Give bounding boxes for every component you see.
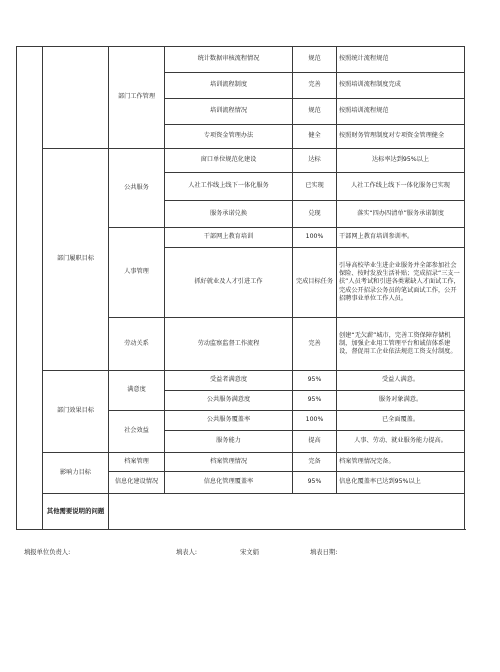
indicator-cell: 人社工作线上线下一体化服务 xyxy=(165,173,293,201)
indicator-cell: 抓好就业及人才引进工作 xyxy=(165,248,293,318)
category-cell: 部门履职目标 xyxy=(43,149,109,371)
group-cell: 档案管理 xyxy=(109,453,165,472)
standard-cell: 95% xyxy=(293,371,337,391)
first-column-cell xyxy=(17,47,43,530)
standard-cell: 完善 xyxy=(293,73,337,99)
standard-cell: 95% xyxy=(293,472,337,494)
category-cell xyxy=(43,47,109,149)
signature-footer xyxy=(24,547,444,559)
group-cell: 社会效益 xyxy=(109,411,165,453)
result-cell: 引导高校毕业生进企业服务并全部参加社会保险、按时发放生活补贴；完成招录“三支一扶”人员考试和引进各类紧缺人才面试工作，完成公开招录公务员的笔试面试工作，公开招聘事业单位工作人员。 xyxy=(337,248,465,318)
group-cell: 信息化建设情况 xyxy=(109,472,165,494)
result-cell: 按照财务管理制度对专项资金管理健全 xyxy=(337,125,465,149)
result-cell: 信息化覆盖率已达到95%以上 xyxy=(337,472,465,494)
result-cell: 服务对象满意。 xyxy=(337,391,465,411)
result-cell: 创建“无欠薪”城市，完善工资保障存储机制，加强企业用工管理平台和诚信体系建设，督促用工企业依法规范工资支付制度。 xyxy=(337,318,465,371)
indicator-cell: 专项资金管理办法 xyxy=(165,125,293,149)
standard-cell: 100% xyxy=(293,411,337,431)
category-cell: 部门效果目标 xyxy=(43,371,109,453)
standard-cell: 95% xyxy=(293,391,337,411)
fill-date-label: 填表日期: xyxy=(310,549,338,556)
indicator-cell: 受益者满意度 xyxy=(165,371,293,391)
result-cell: 按照培训流程制度完成 xyxy=(337,73,465,99)
indicator-cell: 服务能力 xyxy=(165,431,293,453)
filler-label: 填表人: xyxy=(176,549,198,556)
result-cell: 档案管理情况完备。 xyxy=(337,453,465,472)
indicator-cell: 干部网上教育培训 xyxy=(165,228,293,248)
group-cell: 部门工作管理 xyxy=(109,47,165,149)
result-cell: 干部网上教育培训参训率。 xyxy=(337,228,465,248)
standard-cell: 100% xyxy=(293,228,337,248)
filler-name: 宋文娟 xyxy=(240,549,259,556)
result-cell: 受益人满意。 xyxy=(337,371,465,391)
indicator-cell: 窗口单位规范化建设 xyxy=(165,149,293,173)
standard-cell: 兑现 xyxy=(293,201,337,228)
group-cell: 满意度 xyxy=(109,371,165,411)
indicator-cell: 档案管理情况 xyxy=(165,453,293,472)
standard-cell: 已实现 xyxy=(293,173,337,201)
standard-cell: 规范 xyxy=(293,47,337,73)
indicator-cell: 劳动监察监督工作流程 xyxy=(165,318,293,371)
standard-cell: 健全 xyxy=(293,125,337,149)
result-cell: 落实“四办四清单”服务承诺制度 xyxy=(337,201,465,228)
indicator-cell: 公共服务覆盖率 xyxy=(165,411,293,431)
unit-leader-label: 填报单位负责人: xyxy=(24,549,71,556)
indicator-cell: 培训流程情况 xyxy=(165,99,293,125)
group-cell: 公共服务 xyxy=(109,149,165,228)
indicator-cell: 服务承诺兑换 xyxy=(165,201,293,228)
other-notes-label: 其他需要说明的问题 xyxy=(43,494,109,530)
standard-cell: 规范 xyxy=(293,99,337,125)
indicator-cell: 公共服务满意度 xyxy=(165,391,293,411)
result-cell: 已全面覆盖。 xyxy=(337,411,465,431)
result-cell: 人事、劳动、就业服务能力提高。 xyxy=(337,431,465,453)
result-cell: 按照培训流程规范 xyxy=(337,99,465,125)
indicator-cell: 统计数据审核流程情况 xyxy=(165,47,293,73)
standard-cell: 提高 xyxy=(293,431,337,453)
result-cell: 人社工作线上线下一体化服务已实现 xyxy=(337,173,465,201)
standard-cell: 完备 xyxy=(293,453,337,472)
category-cell: 影响力目标 xyxy=(43,453,109,494)
group-cell: 人事管理 xyxy=(109,228,165,318)
standard-cell: 完成目标任务 xyxy=(293,248,337,318)
other-notes-content xyxy=(109,494,465,530)
indicator-cell: 信息化管理覆盖率 xyxy=(165,472,293,494)
standard-cell: 完善 xyxy=(293,318,337,371)
standard-cell: 达标 xyxy=(293,149,337,173)
performance-target-table xyxy=(16,46,465,530)
result-cell: 按照统计流程规范 xyxy=(337,47,465,73)
result-cell: 达标率达到95%以上 xyxy=(337,149,465,173)
indicator-cell: 培训流程制度 xyxy=(165,73,293,99)
group-cell: 劳动关系 xyxy=(109,318,165,371)
